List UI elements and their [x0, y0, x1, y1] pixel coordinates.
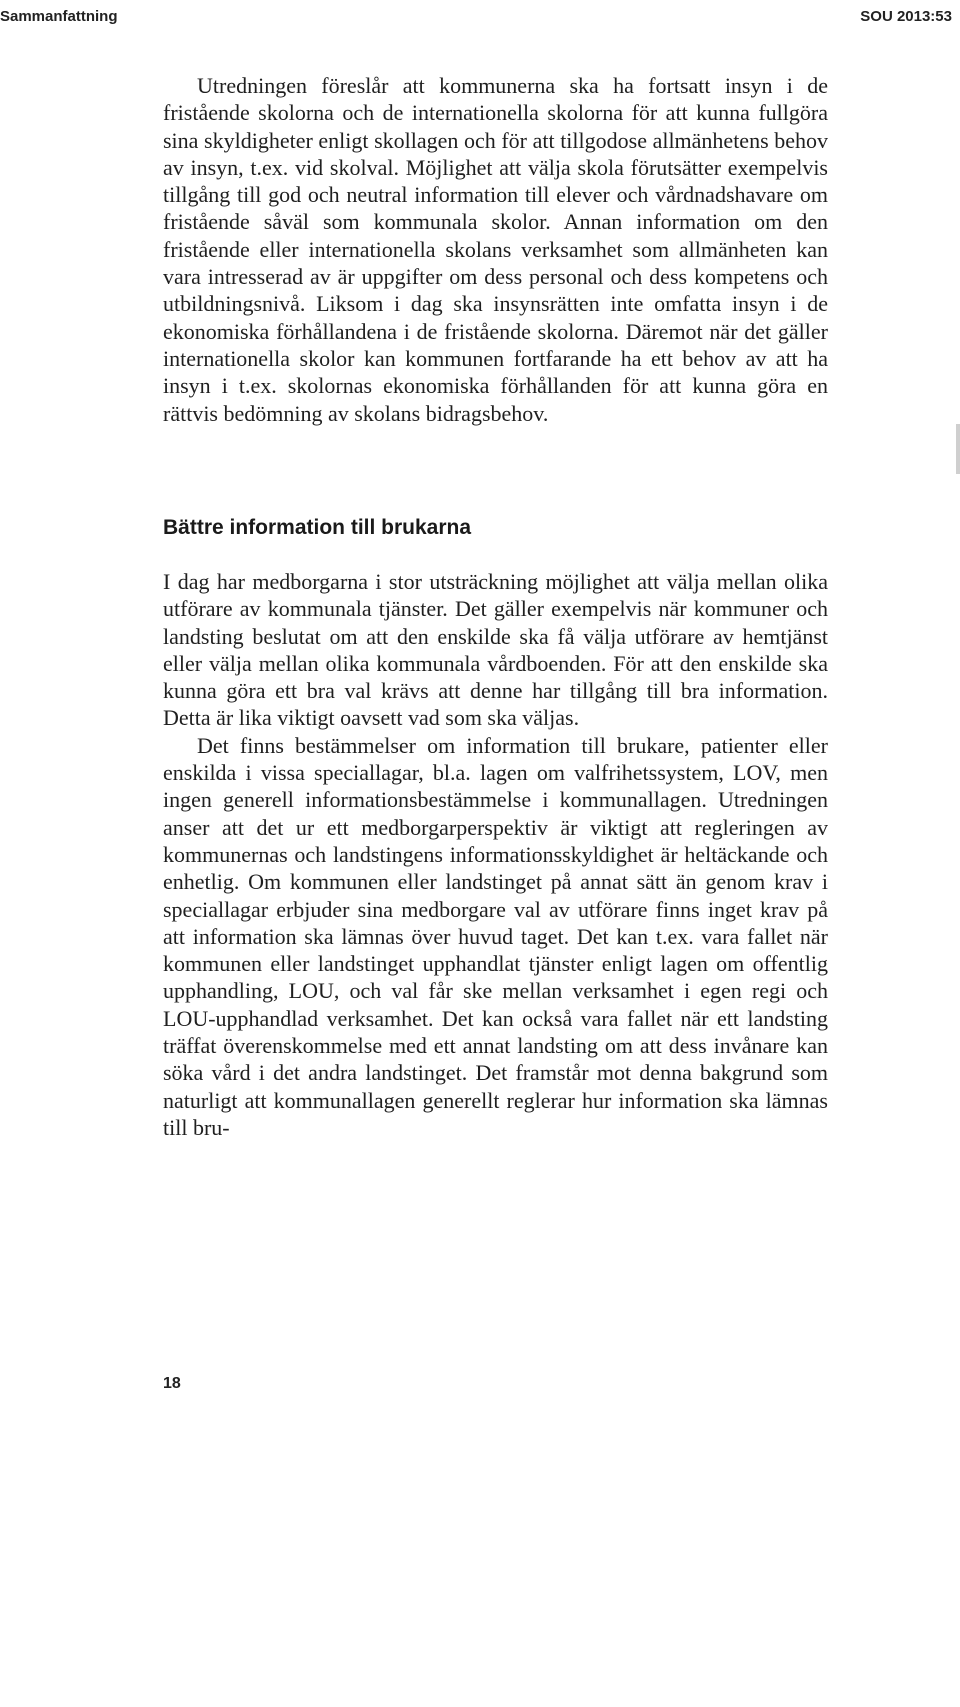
section-body	[163, 568, 828, 1141]
running-header-document-id: SOU 2013:53	[860, 8, 952, 25]
scan-edge-mark	[956, 424, 960, 474]
section-heading: Bättre information till brukarna	[163, 516, 472, 539]
section-paragraph-1: I dag har medborgarna i stor utsträckning möjlighet att välja mellan olika utförare av kommunala tjänster. Det gäller exempelvis när kommuner och landsting beslutat om att den enskilde ska få välja utförare av hemtjänst eller välja mellan olika kommunala vårdboenden. För att den enskilde ska kunna göra ett bra val krävs att denne har tillgång till bra information. Detta är lika viktigt oavsett vad som ska väljas.	[163, 569, 828, 731]
page-header	[0, 8, 960, 28]
intro-paragraph: Utredningen föreslår att kommunerna ska ha fortsatt insyn i de fristående skolorna och de internationella skolorna för att kunna fullgöra sina skyldigheter enligt skollagen och för att tillgodose allmänhetens behov av insyn, t.ex. vid skolval. Möjlighet att välja skola förutsätter exempelvis tillgång till god och neutral information till elever och vårdnadshavare om fristående såväl som kommunala skolor. Annan information om den fristående eller internationella skolans verksamhet som allmänheten kan vara intresserad av är uppgifter om dess personal och dess kompetens och utbildningsnivå. Liksom i dag ska insynsrätten inte omfatta insyn i de ekonomiska förhållandena i de fristående skolorna. Däremot när det gäller internationella skolor kan kommunen fortfarande ha ett behov av att ha insyn i t.ex. skolornas ekonomiska förhållanden för att kunna göra en rättvis bedömning av skolans bidragsbehov.	[163, 73, 828, 426]
page-number: 18	[163, 1375, 181, 1392]
section-paragraph-2: Det finns bestämmelser om information till brukare, patienter eller enskilda i vissa speciallagar, bl.a. lagen om valfrihetssystem, LOV, men ingen generell informationsbestämmelse i kommunallagen. Utredningen anser att det ur ett medborgarperspektiv är viktigt att regleringen av kommunernas och landstingens informationsskyldighet är heltäckande och enhetlig. Om kommunen eller landstinget på annat sätt än genom krav i speciallagar erbjuder sina medborgare val av utförare finns inget krav på att information ska lämnas över huvud taget. Det kan t.ex. vara fallet när kommunen eller landstinget upphandlat tjänster enligt lagen om offentlig upphandling, LOU, och val får ske mellan verksamhet i egen regi och LOU-upphandlad verksamhet. Det kan också vara fallet när ett landsting träffat överenskommelse med ett annat landsting om att dess invånare kan söka vård i det andra landstinget. Det framstår mot denna bakgrund som naturligt att kommunallagen generellt reglerar hur information ska lämnas till bru-	[163, 732, 828, 1140]
running-header-section: Sammanfattning	[0, 8, 118, 25]
